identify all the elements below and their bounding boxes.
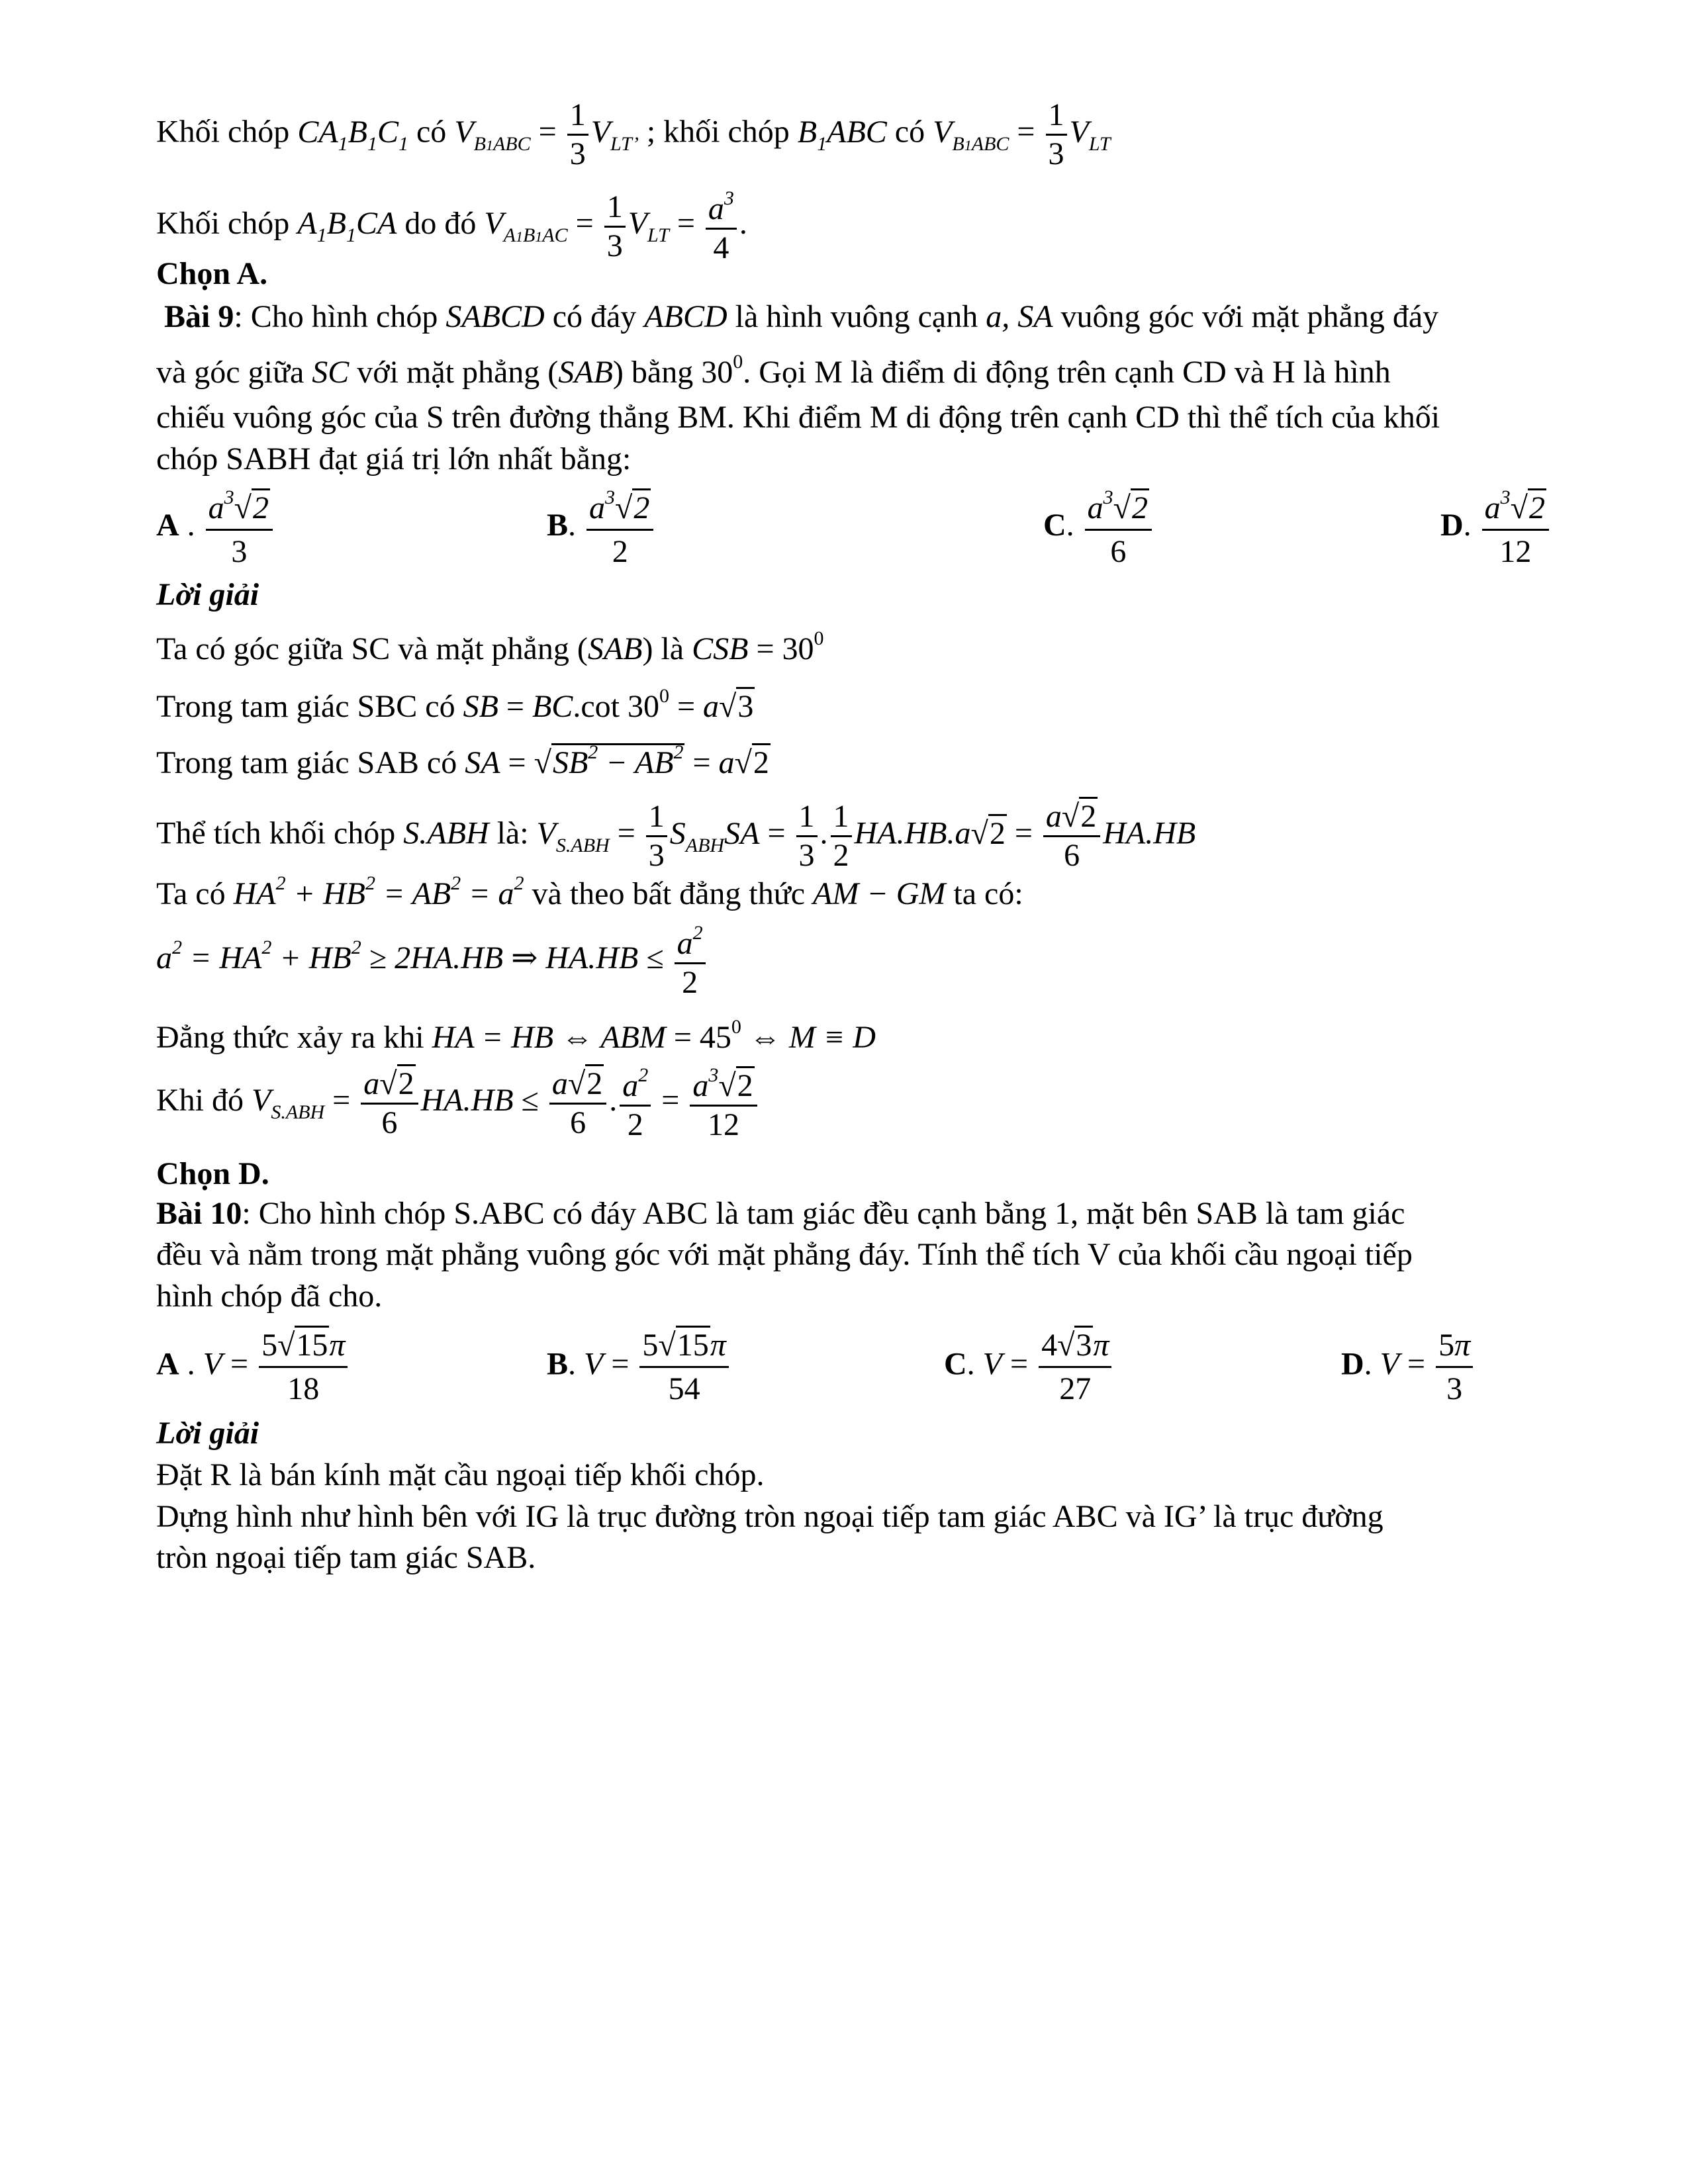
bai9-option-c[interactable]: C. $\frac{a^3√2}{6}$ [1043, 486, 1154, 570]
intro-line-1: Khối chóp $CA_1B_1C_1$ có $V_{B1ABC}$ = $\frac{1}{3}$ $V_{LT’}$ ; khối chóp $B_1ABC$ có $V_{B1ABC}$ = $\frac{1}{3}$ $V_{LT}$ [156, 97, 1111, 171]
bai9-sol-line-4: Thể tích khối chóp S.ABH là: $V_{S.ABH}$ = $\frac{1}{3}$ $S_{ABH}SA$ = $\frac{1}{3}$ . $\frac{1}{2}$ HA.HB.a√2 = $\frac{a√2}{6}$ HA.HB [156, 801, 1196, 872]
bai9-line-4: chóp SABH đạt giá trị lớn nhất bằng: [156, 441, 632, 477]
bai9-solution-label: Lời giải [156, 577, 259, 612]
bai10-line-2: đều và nằm trong mặt phẳng vuông góc với mặt phẳng đáy. Tính thể tích V của khối cầu ngoại tiếp [156, 1237, 1413, 1272]
bai9-sol-line-7: Đẳng thức xảy ra khi HA = HB ⇔ ABM = $45^0$ ⇔ M ≡ D [156, 1016, 876, 1055]
bai9-option-d[interactable]: D. $\frac{a^3√2}{12}$ [1440, 486, 1552, 570]
bai10-option-a[interactable]: A . V = $\frac{5√15\pi}{18}$ [156, 1327, 350, 1407]
bai9-option-a[interactable]: A . $\frac{a^3√2}{3}$ [156, 486, 275, 570]
bai9-line-1: Bài 9: Cho hình chóp SABCD có đáy ABCD là hình vuông cạnh a, SA vuông góc với mặt phẳng đáy [164, 299, 1439, 334]
intro-line-2: Khối chóp $A_1B_1CA$ do đó $V_{A1B1AC}$ = $\frac{1}{3}$ $V_{LT}$ = $\frac{a^3}{4}$ . [156, 187, 747, 265]
bai9-sol-line-2: Trong tam giác SBC có SB = BC.cot $30^0 = a√3$ [156, 685, 754, 724]
bai9-sol-line-3: Trong tam giác SAB có SA = $√SB^2 - AB^2 = a√2$ [156, 741, 769, 780]
bai10-option-d[interactable]: D. V = $\frac{5\pi}{3}$ [1341, 1327, 1476, 1407]
bai9-answer: Chọn D. [156, 1156, 269, 1191]
bai10-option-b[interactable]: B. V = $\frac{5√15\pi}{54}$ [547, 1327, 731, 1407]
bai10-sol-line-3: tròn ngoại tiếp tam giác SAB. [156, 1540, 536, 1575]
bai9-option-b[interactable]: B. $\frac{a^3√2}{2}$ [547, 486, 656, 570]
bai9-line-3: chiếu vuông góc của S trên đường thẳng BM. Khi điểm M di động trên cạnh CD thì thể tích của khối [156, 400, 1440, 435]
bai10-option-c[interactable]: C. V = $\frac{4√3\pi}{27}$ [944, 1327, 1114, 1407]
bai10-solution-label: Lời giải [156, 1416, 259, 1451]
intro-answer: Chọn A. [156, 256, 268, 291]
bai10-line-1: Bài 10: Cho hình chóp S.ABC có đáy ABC là tam giác đều cạnh bằng 1, mặt bên SAB là tam giác [156, 1196, 1405, 1231]
bai9-sol-line-5: Ta có $HA^2 + HB^2 = AB^2 = a^2$ và theo bất đẳng thức AM − GM ta có: [156, 872, 1023, 911]
bai9-sol-line-1: Ta có góc giữa SC và mặt phẳng (SAB) là CSB = $30^0$ [156, 627, 824, 666]
bai9-sol-line-8: Khi đó $V_{S.ABH}$ = $\frac{a√2}{6}$ HA.HB ≤ $\frac{a√2}{6}$ . $\frac{a^2}{2}$ = $\frac{a^3√2}{12}$ [156, 1066, 760, 1141]
bai9-sol-line-6: $a^2 = HA^2 + HB^2 \ge 2HA.HB$ ⇒ HA.HB ≤ $\frac{a^2}{2}$ [156, 923, 708, 999]
bai9-line-2: và góc giữa SC với mặt phẳng (SAB) bằng $30^0$. Gọi M là điểm di động trên cạnh CD và H là hình [156, 351, 1391, 390]
bai10-sol-line-2: Dựng hình như hình bên với IG là trục đường tròn ngoại tiếp tam giác ABC và IG’ là trục đường [156, 1499, 1383, 1534]
bai10-sol-line-1: Đặt R là bán kính mặt cầu ngoại tiếp khối chóp. [156, 1457, 765, 1492]
bai10-line-3: hình chóp đã cho. [156, 1279, 383, 1314]
